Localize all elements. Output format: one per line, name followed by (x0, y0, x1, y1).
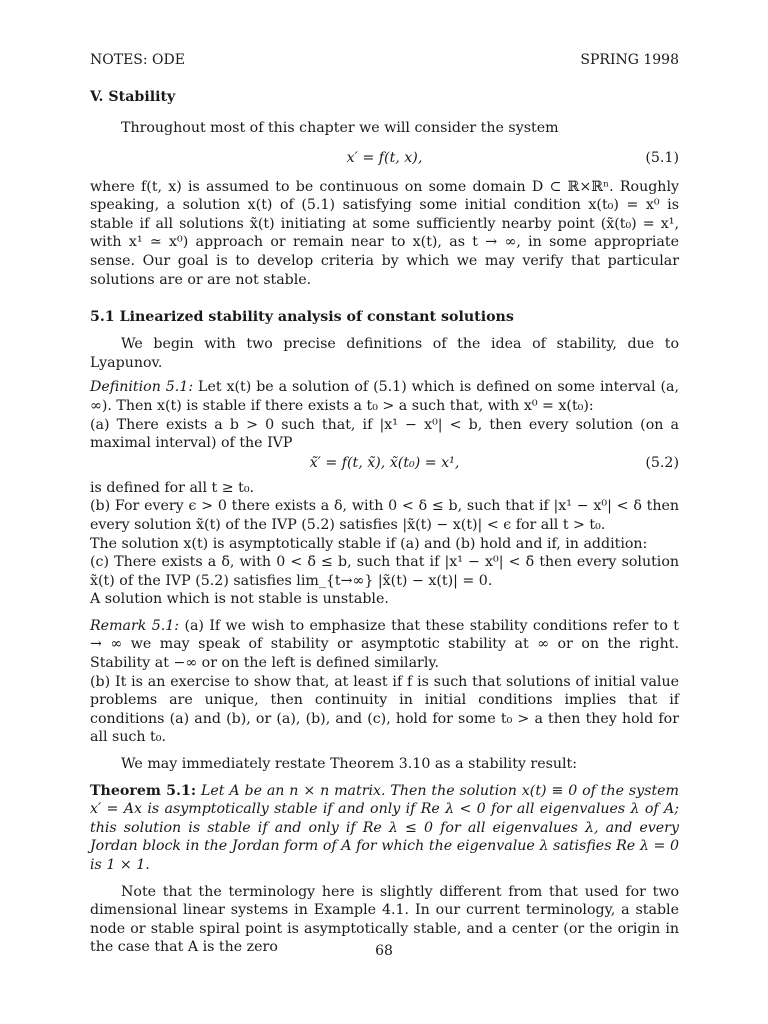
intro-paragraph: Throughout most of this chapter we will consider the system (121, 120, 559, 136)
condition-a: (a) There exists a b > 0 such that, if |x¹ − x⁰| < b, then every solution (on a maximal interval) of the IVP (90, 416, 679, 452)
equation-5-2-number: (5.2) (645, 454, 679, 471)
unstable-definition: A solution which is not stable is unstable. (90, 591, 389, 608)
equation-5-1 (90, 148, 679, 168)
equation-5-1-number: (5.1) (645, 149, 679, 166)
remark-5-1 (90, 617, 679, 673)
paragraph-domain: where f(t, x) is assumed to be continuous on some domain D ⊂ ℝ×ℝⁿ. Roughly speaking, a solution x(t) of (5.1) satisfying some initial condition x(t₀) = x⁰ is stable if all solutions x̃(t) initiating at some sufficiently nearby point (x̃(t₀) = x¹, with x¹ ≃ x⁰) approach or remain near to x(t), as t → ∞, in some appropriate sense. Our goal is to develop criteria by which we may verify that particular solutions are or are not stable. (90, 178, 679, 288)
condition-c: (c) There exists a δ̄, with 0 < δ̄ ≤ b, such that if |x¹ − x⁰| < δ̄ then every solution x̃(t) of the IVP (5.2) satisfies lim_{t→∞} |x̃(t) − x(t)| = 0. (90, 554, 679, 589)
definition-text: Let x(t) be a solution of (5.1) which is defined on some interval (a, ∞). Then x(t) is stable if there exists a t₀ > a such that, with x⁰ = x(t₀): (90, 379, 679, 414)
theorem-5-1 (90, 782, 679, 875)
header-left: NOTES: ODE (90, 52, 185, 68)
subsection-intro: We begin with two precise definitions of the idea of stability, due to Lyapunov. (90, 336, 679, 371)
theorem-text: Let A be an n × n matrix. Then the solution x(t) ≡ 0 of the system x′ = Ax is asymptotically stable if and only if Re λ < 0 for all eigenvalues λ of A; this solution is stable if and only if Re λ ≤ 0 for all eigenvalues λ, and every Jordan block in the Jordan form of A for which the eigenvalue λ satisfies Re λ = 0 is 1 × 1. (90, 782, 680, 873)
running-header (90, 52, 679, 68)
condition-a-end: is defined for all t ≥ t₀. (90, 479, 255, 496)
page-body (90, 52, 679, 957)
remark-label: Remark 5.1: (90, 617, 180, 634)
remark-a: (a) If we wish to emphasize that these stability conditions refer to t → ∞ we may speak of stability or asymptotic stability at ∞ or on the right. Stability at −∞ or on the left is defined similarly. (90, 617, 679, 672)
restate-paragraph: We may immediately restate Theorem 3.10 as a stability result: (121, 756, 578, 773)
remark-b: (b) It is an exercise to show that, at least if f is such that solutions of initial value problems are unique, then continuity in initial conditions implies that if conditions (a) and (b), or (a), (b), and (c), hold for some t₀ > a then they hold for all such t₀. (90, 673, 679, 746)
closing-paragraph: Note that the terminology here is slightly different from that used for two dimensional linear systems in Example 4.1. In our current terminology, a stable node or stable spiral point is asymptotically stable, and a center (or the origin in the case that A is the zero (90, 883, 679, 956)
subsection-title: 5.1 Linearized stability analysis of constant solutions (90, 309, 514, 326)
equation-5-2 (90, 453, 679, 473)
theorem-label: Theorem 5.1: (90, 782, 197, 799)
equation-5-1-body: x′ = f(t, x), (346, 149, 423, 166)
header-right: SPRING 1998 (580, 52, 679, 68)
page-number: 68 (375, 943, 393, 959)
section-title: V. Stability (90, 89, 176, 105)
condition-b: (b) For every ϵ > 0 there exists a δ, with 0 < δ ≤ b, such that if |x¹ − x⁰| < δ then every solution x̃(t) of the IVP (5.2) satisfies |x̃(t) − x(t)| < ϵ for all t > t₀. (90, 498, 679, 533)
definition-label: Definition 5.1: (90, 379, 194, 396)
definition-5-1 (90, 378, 679, 415)
asymptotic-definition: The solution x(t) is asymptotically stable if (a) and (b) hold and if, in addition: (90, 535, 648, 552)
equation-5-2-body: x̃′ = f(t, x̃), x̃(t₀) = x¹, (309, 454, 460, 471)
